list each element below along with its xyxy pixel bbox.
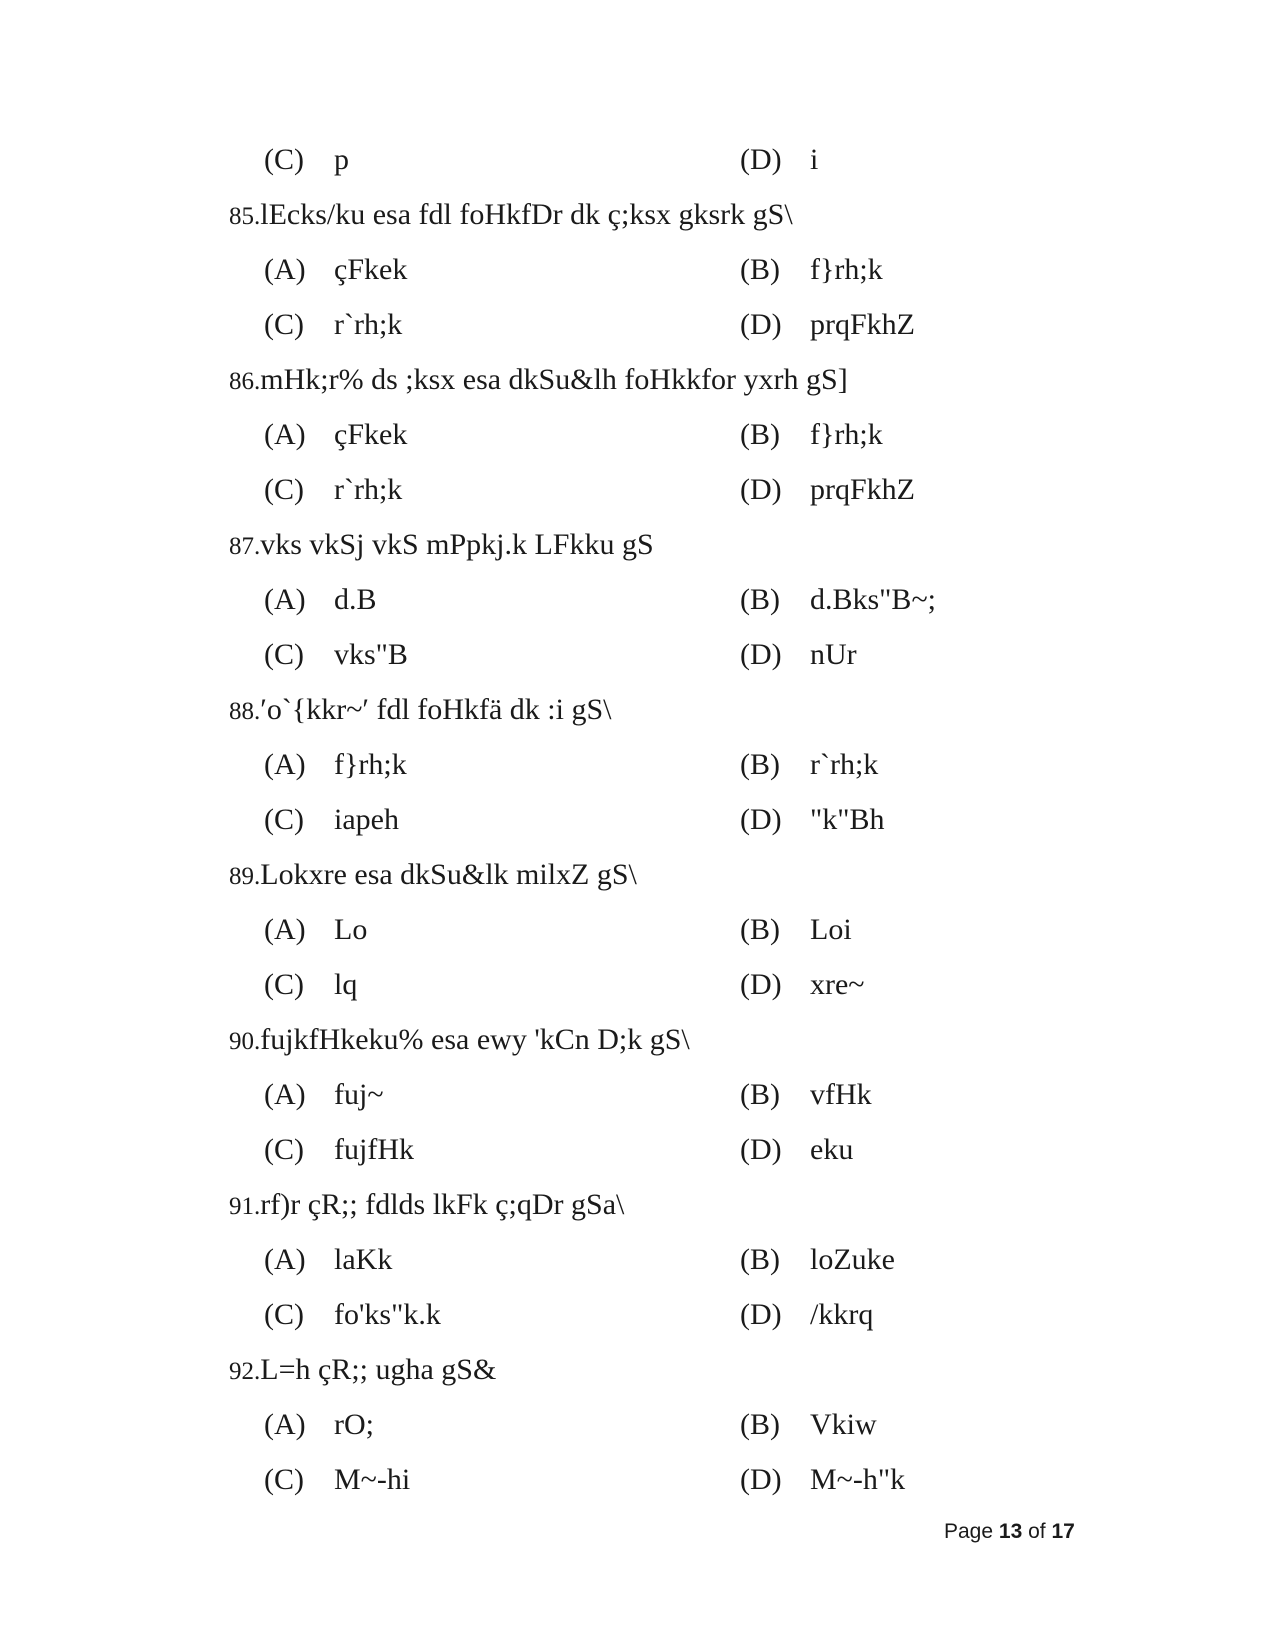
question-text: L=h çR;; ugha gS& [260, 1353, 497, 1386]
option-d [740, 297, 915, 352]
option-text: r`rh;k [334, 473, 403, 506]
question-text: ′o`{kkr~′ fdl foHkfä dk :i gS\ [260, 693, 612, 726]
question-91 [229, 1177, 1049, 1232]
option-label: (B) [740, 748, 780, 781]
option-text: f}rh;k [810, 253, 883, 286]
option-row [229, 792, 1049, 847]
question-86 [229, 352, 1049, 407]
option-b [740, 1232, 895, 1287]
option-b [740, 242, 883, 297]
question-list [229, 132, 1049, 1507]
option-label: (A) [264, 1078, 306, 1111]
of-word: of [1028, 1520, 1046, 1543]
question-number: 92. [229, 1358, 261, 1385]
option-label: (C) [264, 473, 304, 506]
option-label: (B) [740, 253, 780, 286]
option-label: (D) [740, 638, 782, 671]
option-text: çFkek [334, 418, 408, 451]
option-text: d.B [334, 583, 377, 616]
option-a [264, 1067, 384, 1122]
option-label: (D) [740, 1133, 782, 1166]
option-text: çFkek [334, 253, 408, 286]
option-text: fujfHk [334, 1133, 414, 1166]
option-b [740, 407, 883, 462]
option-label: (C) [264, 638, 304, 671]
option-label: (B) [740, 418, 780, 451]
option-a [264, 242, 407, 297]
option-b [740, 1067, 872, 1122]
question-text: rf)r çR;; fdlds lkFk ç;qDr gSa\ [260, 1188, 625, 1221]
option-label: (A) [264, 748, 306, 781]
option-c [264, 1452, 410, 1507]
option-c [264, 297, 402, 352]
option-d [740, 462, 915, 517]
option-label: (B) [740, 1243, 780, 1276]
option-row [229, 737, 1049, 792]
option-label: (A) [264, 1243, 306, 1276]
option-text: lq [334, 968, 358, 1001]
option-c [264, 462, 402, 517]
option-text: r`rh;k [810, 748, 879, 781]
option-row [229, 297, 1049, 352]
option-text: d.Bks"B~; [810, 583, 937, 616]
question-text: Lokxre esa dkSu&lk milxZ gS\ [260, 858, 637, 891]
question-text: lEcks/ku esa fdl foHkfDr dk ç;ksx gksrk gS\ [260, 198, 793, 231]
option-d [740, 1122, 853, 1177]
option-label: (C) [264, 308, 304, 341]
option-b [740, 737, 878, 792]
question-88 [229, 682, 1049, 737]
option-row [229, 407, 1049, 462]
option-d [740, 1287, 873, 1342]
question-87 [229, 517, 1049, 572]
question-text: vks vkSj vkS mPpkj.k LFkku gS [260, 528, 654, 561]
option-a [264, 572, 377, 627]
option-text: f}rh;k [810, 418, 883, 451]
option-row [229, 1232, 1049, 1287]
option-c [264, 1287, 441, 1342]
option-label: (B) [740, 1408, 780, 1441]
question-number: 90. [229, 1028, 261, 1055]
page-word: Page [944, 1520, 994, 1543]
current-page-number: 13 [998, 1520, 1023, 1543]
option-text: eku [810, 1133, 854, 1166]
option-label: (A) [264, 1408, 306, 1441]
option-label: (D) [740, 1298, 782, 1331]
option-text: prqFkhZ [810, 473, 915, 506]
question-92 [229, 1342, 1049, 1397]
option-text: loZuke [810, 1243, 895, 1276]
option-label: (C) [264, 1298, 304, 1331]
option-text: Lo [334, 913, 368, 946]
question-90 [229, 1012, 1049, 1067]
option-d [740, 1452, 905, 1507]
option-row [229, 1397, 1049, 1452]
option-label: (C) [264, 1463, 304, 1496]
option-d [740, 627, 857, 682]
option-row [229, 132, 1049, 187]
option-text: i [810, 143, 819, 176]
option-label: (D) [740, 473, 782, 506]
option-row [229, 572, 1049, 627]
option-text: f}rh;k [334, 748, 407, 781]
total-pages-number: 17 [1051, 1520, 1075, 1543]
option-row [229, 1287, 1049, 1342]
option-label: (C) [264, 143, 304, 176]
option-label: (A) [264, 418, 306, 451]
option-c [264, 627, 408, 682]
option-text: M~-hi [334, 1463, 411, 1496]
option-label: (D) [740, 1463, 782, 1496]
option-text: r`rh;k [334, 308, 403, 341]
option-label: (D) [740, 143, 782, 176]
option-text: fo'ks"k.k [334, 1298, 441, 1331]
question-number: 91. [229, 1193, 261, 1220]
option-label: (A) [264, 253, 306, 286]
option-c [264, 792, 399, 847]
option-row [229, 1122, 1049, 1177]
option-a [264, 737, 407, 792]
option-text: Vkiw [810, 1408, 877, 1441]
option-label: (D) [740, 803, 782, 836]
option-row [229, 462, 1049, 517]
option-b [740, 1397, 877, 1452]
page-number-footer [944, 1520, 1075, 1544]
option-label: (D) [740, 968, 782, 1001]
option-label: (A) [264, 913, 306, 946]
option-label: (C) [264, 803, 304, 836]
option-text: vfHk [810, 1078, 872, 1111]
question-text: mHk;r% ds ;ksx esa dkSu&lh foHkkfor yxrh gS] [260, 363, 848, 396]
option-row [229, 902, 1049, 957]
option-d [740, 132, 818, 187]
option-label: (D) [740, 308, 782, 341]
option-a [264, 1232, 392, 1287]
question-89 [229, 847, 1049, 902]
option-row [229, 1067, 1049, 1122]
option-text: xre~ [810, 968, 865, 1001]
option-label: (C) [264, 968, 304, 1001]
option-text: rO; [334, 1408, 374, 1441]
option-label: (B) [740, 583, 780, 616]
option-c [264, 132, 349, 187]
option-text: iapeh [334, 803, 399, 836]
question-85 [229, 187, 1049, 242]
option-label: (B) [740, 1078, 780, 1111]
option-row [229, 957, 1049, 1012]
option-text: Loi [810, 913, 852, 946]
option-label: (A) [264, 583, 306, 616]
option-label: (C) [264, 1133, 304, 1166]
option-label: (B) [740, 913, 780, 946]
option-text: prqFkhZ [810, 308, 915, 341]
option-text: vks"B [334, 638, 408, 671]
option-text: p [334, 143, 349, 176]
option-row [229, 242, 1049, 297]
question-number: 87. [229, 533, 261, 560]
option-a [264, 902, 367, 957]
question-text: fujkfHkeku% esa ewy 'kCn D;k gS\ [260, 1023, 690, 1056]
option-c [264, 1122, 414, 1177]
option-text: M~-h"k [810, 1463, 906, 1496]
option-text: laKk [334, 1243, 393, 1276]
option-text: "k"Bh [810, 803, 885, 836]
option-row [229, 1452, 1049, 1507]
option-b [740, 572, 936, 627]
option-text: fuj~ [334, 1078, 384, 1111]
option-d [740, 792, 885, 847]
option-text: /kkrq [810, 1298, 874, 1331]
option-c [264, 957, 357, 1012]
option-row [229, 627, 1049, 682]
option-d [740, 957, 865, 1012]
question-number: 86. [229, 368, 261, 395]
question-number: 85. [229, 203, 261, 230]
option-text: nUr [810, 638, 857, 671]
question-number: 88. [229, 698, 261, 725]
option-a [264, 1397, 374, 1452]
option-b [740, 902, 852, 957]
question-number: 89. [229, 863, 261, 890]
option-a [264, 407, 407, 462]
